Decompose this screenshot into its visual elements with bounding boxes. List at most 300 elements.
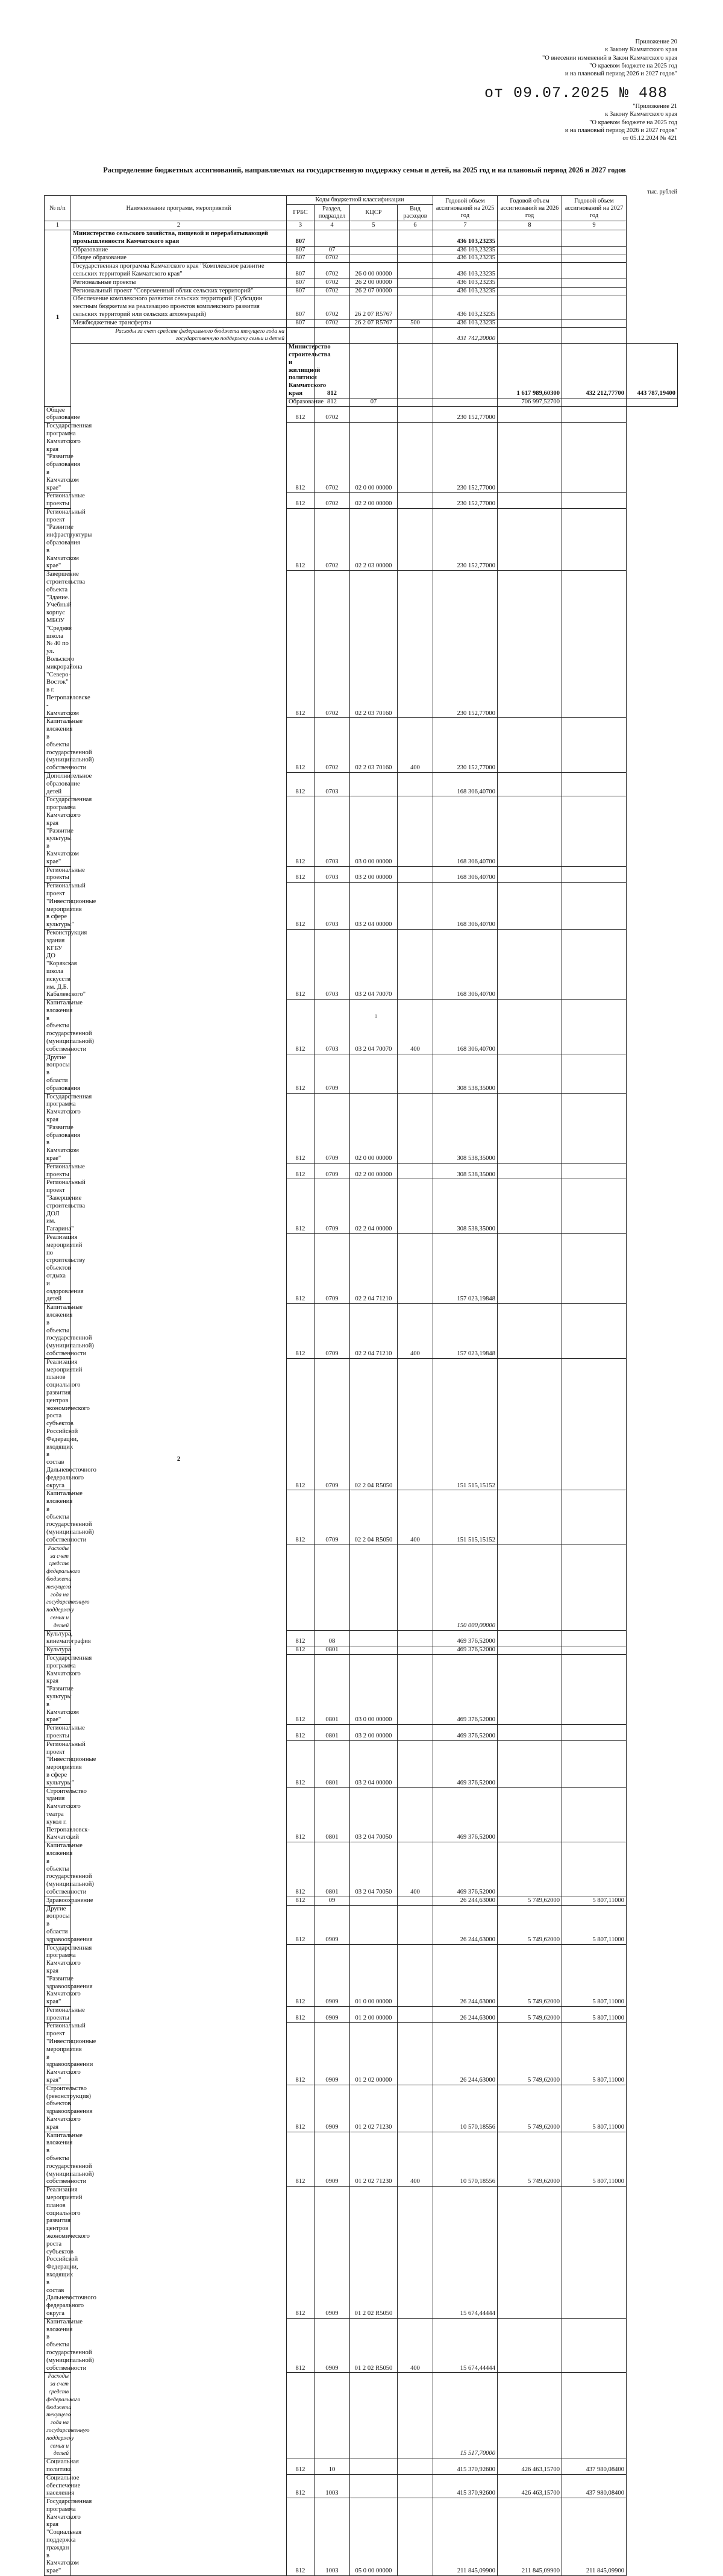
amount-2026-cell — [498, 1490, 562, 1545]
grbs-cell: 812 — [287, 1490, 315, 1545]
amount-2026-cell — [498, 1545, 562, 1630]
program-name-cell: Государственная программа Камчатского края "Развитие образования в Камчатском крае" — [45, 1093, 71, 1163]
razdel-cell: 0801 — [315, 1842, 350, 1897]
grbs-cell: 812 — [287, 866, 315, 883]
kcsr-cell — [350, 772, 398, 796]
razdel-cell: 0702 — [315, 718, 350, 773]
amount-2025-cell: 436 103,23235 — [433, 263, 498, 279]
amount-2026-cell — [562, 398, 627, 406]
razdel-cell: 0702 — [315, 571, 350, 718]
program-name-cell: Расходы за счет средств федерального бюджета текущего года на государственную поддержку семьи и детей — [45, 1545, 71, 1630]
vid-cell — [398, 1179, 433, 1234]
grbs-cell: 812 — [287, 2023, 315, 2085]
amount-2027-cell: 437 980,08400 — [562, 2474, 627, 2498]
vid-cell — [398, 1054, 433, 1093]
grbs-cell: 812 — [287, 1655, 315, 1725]
kcsr-cell — [350, 1646, 398, 1655]
grbs-cell: 812 — [287, 1944, 315, 2006]
amount-2025-cell: 436 103,23235 — [433, 287, 498, 295]
razdel-cell: 0709 — [315, 1179, 350, 1234]
program-name-cell: Завершение строительства объекта "Здание. Учебный корпус МБОУ "Средняя школа № 40 по ул. Вольского микрорайона "Северо-Восток" в г. Петропавловске - Камчатском — [45, 571, 71, 718]
amount-2025-cell: 168 306,40700 — [433, 929, 498, 999]
amount-2027-cell — [562, 1179, 627, 1234]
razdel-cell: 0801 — [315, 1655, 350, 1725]
vid-cell — [398, 929, 433, 999]
amount-2027-cell — [562, 230, 627, 247]
column-number: 9 — [562, 221, 627, 230]
amount-2027-cell — [562, 1725, 627, 1741]
amount-2026-cell: 5 749,62000 — [498, 2085, 562, 2132]
vid-cell: 400 — [398, 1000, 433, 1054]
vid-cell: 400 — [398, 1842, 433, 1897]
table-row — [45, 254, 678, 263]
vid-cell — [398, 796, 433, 866]
amount-2026-cell: 5 749,62000 — [498, 2132, 562, 2187]
amount-2027-cell — [562, 718, 627, 773]
page-number: 1 — [375, 1013, 377, 1019]
vid-cell — [398, 2023, 433, 2085]
col-razdel-header: Раздел, подраздел — [315, 205, 350, 221]
amount-2025-cell: 157 023,19848 — [433, 1304, 498, 1359]
vid-cell — [398, 1234, 433, 1304]
grbs-cell: 812 — [287, 718, 315, 773]
amount-2027-cell — [562, 493, 627, 509]
amount-2026-cell: 5 749,62000 — [498, 2023, 562, 2085]
grbs-cell: 812 — [287, 1234, 315, 1304]
amount-2026-cell: 426 463,15700 — [498, 2458, 562, 2475]
vid-cell — [398, 1787, 433, 1842]
program-name-cell: Региональные проекты — [45, 866, 71, 883]
vid-cell — [398, 883, 433, 930]
vid-cell — [398, 2187, 433, 2319]
razdel-cell: 0702 — [315, 406, 350, 423]
amount-2026-cell: 5 749,62000 — [498, 1897, 562, 1905]
amount-2027-cell — [562, 2187, 627, 2319]
col-vid-header: Вид расходов — [398, 205, 433, 221]
razdel-cell: 0702 — [315, 263, 350, 279]
vid-cell — [398, 2006, 433, 2023]
grbs-cell — [287, 327, 315, 344]
vid-cell: 500 — [398, 319, 433, 327]
grbs-cell: 812 — [287, 571, 315, 718]
appendix-header-current — [542, 38, 677, 78]
grbs-cell: 807 — [287, 230, 315, 247]
program-name-cell: Другие вопросы в области образования — [45, 1054, 71, 1093]
amount-2027-cell — [562, 327, 627, 344]
amount-2026-cell — [498, 493, 562, 509]
amount-2026-cell — [498, 1093, 562, 1163]
vid-cell — [398, 1163, 433, 1179]
razdel-cell: 0801 — [315, 1787, 350, 1842]
amount-2025-cell: 469 376,52000 — [433, 1630, 498, 1646]
razdel-cell: 0909 — [315, 2187, 350, 2319]
grbs-cell: 812 — [287, 508, 315, 570]
program-name-cell: Реконструкция здания КГБУ ДО "Корякская школа искусств им. Д.Б. Кабалевского" — [45, 929, 71, 999]
razdel-cell: 0909 — [315, 2006, 350, 2023]
kcsr-cell: 02 0 00 00000 — [350, 1093, 398, 1163]
amount-2027-cell — [562, 279, 627, 287]
grbs-cell: 807 — [287, 279, 315, 287]
amount-2025-cell: 15 674,44444 — [433, 2187, 498, 2319]
razdel-cell — [315, 327, 350, 344]
col-codes-header: Коды бюджетной классификации — [287, 196, 433, 205]
razdel-cell — [315, 2373, 350, 2458]
amount-2025-cell: 469 376,52000 — [433, 1646, 498, 1655]
razdel-cell: 0801 — [315, 1646, 350, 1655]
kcsr-cell: 01 2 02 00000 — [350, 2023, 398, 2085]
grbs-cell: 807 — [287, 246, 315, 254]
column-number: 5 — [350, 221, 398, 230]
amount-2026-cell — [498, 1163, 562, 1179]
amount-2027-cell — [562, 1234, 627, 1304]
amount-2025-cell: 168 306,40700 — [433, 866, 498, 883]
grbs-cell: 812 — [287, 493, 315, 509]
kcsr-cell: 02 2 04 00000 — [350, 1179, 398, 1234]
razdel-cell: 0702 — [315, 319, 350, 327]
amount-2025-cell: 436 103,23235 — [433, 230, 498, 247]
amount-2025-cell: 308 538,35000 — [433, 1054, 498, 1093]
amount-2025-cell: 26 244,63000 — [433, 2006, 498, 2023]
grbs-cell: 812 — [287, 423, 315, 493]
kcsr-cell — [350, 1545, 398, 1630]
razdel-cell: 0703 — [315, 772, 350, 796]
amount-2027-cell — [562, 1054, 627, 1093]
amount-2026-cell — [498, 1725, 562, 1741]
amount-2027-cell — [562, 246, 627, 254]
col-grbs-header: ГРБС — [287, 205, 315, 221]
amount-2025-cell: 150 000,00000 — [433, 1545, 498, 1630]
amount-2025-cell: 26 244,63000 — [433, 1944, 498, 2006]
amount-2025-cell: 230 152,77000 — [433, 423, 498, 493]
amount-2026-cell — [498, 508, 562, 570]
vid-cell — [398, 2498, 433, 2576]
grbs-cell: 807 — [287, 319, 315, 327]
kcsr-cell — [350, 2373, 398, 2458]
vid-cell — [398, 263, 433, 279]
grbs-cell — [287, 2373, 315, 2458]
table-body — [45, 230, 678, 2576]
razdel-cell: 0702 — [315, 508, 350, 570]
razdel-cell: 07 — [315, 246, 350, 254]
kcsr-cell: 02 2 04 71210 — [350, 1234, 398, 1304]
kcsr-cell: 02 2 00 00000 — [350, 1163, 398, 1179]
col-name-header: Наименование программ, мероприятий — [71, 196, 287, 221]
column-number: 1 — [45, 221, 71, 230]
program-name-cell: Обеспечение комплексного развития сельских территорий (Субсидии местным бюджетам на реализацию проектов комплексного развития сельских территорий или сельских агломераций) — [71, 295, 287, 319]
razdel-cell: 07 — [350, 398, 398, 406]
amount-2027-cell — [562, 796, 627, 866]
col-2025-header: Годовой объем ассигнований на 2025 год — [433, 196, 498, 221]
razdel-cell: 0709 — [315, 1093, 350, 1163]
amount-2027-cell — [562, 406, 627, 423]
column-number-row — [45, 221, 678, 230]
amount-2026-cell — [498, 1304, 562, 1359]
column-number: 8 — [498, 221, 562, 230]
amount-2025-cell: 157 023,19848 — [433, 1234, 498, 1304]
vid-cell — [398, 2474, 433, 2498]
program-name-cell: Государственная программа Камчатского края "Развитие образования в Камчатском крае" — [45, 423, 71, 493]
kcsr-cell: 03 2 04 70050 — [350, 1842, 398, 1897]
razdel-cell: 0703 — [315, 1000, 350, 1054]
grbs-cell: 812 — [287, 2006, 315, 2023]
kcsr-cell: 02 2 03 70160 — [350, 718, 398, 773]
program-name-cell: Образование — [287, 398, 315, 406]
amount-2026-cell — [498, 406, 562, 423]
amount-2027-cell — [562, 1630, 627, 1646]
grbs-cell: 812 — [287, 1725, 315, 1741]
razdel-cell: 0801 — [315, 1740, 350, 1787]
federal-funds-row — [45, 327, 678, 344]
razdel-cell: 10 — [315, 2458, 350, 2475]
column-number: 2 — [71, 221, 287, 230]
razdel-cell: 0709 — [315, 1163, 350, 1179]
program-name-cell: Региональные проекты — [45, 1163, 71, 1179]
vid-cell — [398, 772, 433, 796]
vid-cell — [398, 1545, 433, 1630]
razdel-cell: 0709 — [315, 1054, 350, 1093]
table-header — [45, 196, 678, 230]
razdel-cell: 0702 — [315, 287, 350, 295]
amount-2026-cell — [498, 423, 562, 493]
program-name-cell: Дополнительное образование детей — [45, 772, 71, 796]
amount-2027-cell: 211 845,09900 — [562, 2498, 627, 2576]
amount-2027-cell — [562, 423, 627, 493]
kcsr-cell: 03 2 04 70070 — [350, 929, 398, 999]
razdel-cell: 0909 — [315, 2023, 350, 2085]
program-name-cell: Государственная программа Камчатского края "Развитие культуры в Камчатском крае" — [45, 1655, 71, 1725]
amount-2027-cell — [562, 287, 627, 295]
razdel-cell: 0702 — [315, 423, 350, 493]
header-line: и на плановый период 2026 и 2027 годов" — [565, 71, 677, 78]
amount-2025-cell: 230 152,77000 — [433, 571, 498, 718]
vid-cell — [433, 344, 498, 398]
kcsr-cell — [350, 1630, 398, 1646]
column-number: 6 — [398, 221, 433, 230]
amount-2026-cell — [498, 263, 562, 279]
grbs-cell: 812 — [287, 2132, 315, 2187]
kcsr-cell — [350, 1897, 398, 1905]
amount-2025-cell: 168 306,40700 — [433, 883, 498, 930]
ministry-row — [45, 344, 678, 398]
amount-2025-cell: 168 306,40700 — [433, 1000, 498, 1054]
grbs-cell: 807 — [287, 254, 315, 263]
amount-2025-cell: 706 997,52700 — [498, 398, 562, 406]
program-name-cell: Реализация мероприятий по строительству объектов отдыха и оздоровления детей — [45, 1234, 71, 1304]
header-line: "Приложение 21 — [633, 103, 677, 110]
razdel-cell: 0703 — [315, 796, 350, 866]
grbs-cell: 812 — [287, 1179, 315, 1234]
amount-2027-cell — [562, 1655, 627, 1725]
grbs-cell: 807 — [287, 287, 315, 295]
amount-2025-cell: 436 103,23235 — [433, 319, 498, 327]
vid-cell — [398, 254, 433, 263]
kcsr-cell: 03 2 00 00000 — [350, 1725, 398, 1741]
kcsr-cell: 03 2 04 70070 — [350, 1000, 398, 1054]
header-line: Приложение 20 — [635, 39, 677, 45]
amount-2025-cell: 415 370,92600 — [433, 2474, 498, 2498]
amount-2025-cell: 469 376,52000 — [433, 1725, 498, 1741]
table-row — [45, 295, 678, 319]
grbs-cell: 812 — [315, 344, 350, 398]
program-name-cell: Капитальные вложения в объекты государственной (муниципальной) собственности — [45, 1842, 71, 1897]
amount-2027-cell — [562, 2373, 627, 2458]
razdel-cell: 0709 — [315, 1490, 350, 1545]
kcsr-cell — [398, 398, 433, 406]
program-name-cell: Строительство здания Камчатского театра кукол г. Петропавловск-Камчатский — [45, 1787, 71, 1842]
program-name-cell: Реализация мероприятий планов социального развития центров экономического роста субъектов Российской Федерации, входящих в состав Дальневосточного федерального округа — [45, 1358, 71, 1490]
amount-2026-cell — [498, 254, 562, 263]
amount-2025-cell: 230 152,77000 — [433, 493, 498, 509]
program-name-cell: Здравоохранение — [45, 1897, 71, 1905]
grbs-cell: 812 — [287, 1905, 315, 1944]
amount-2026-cell — [498, 2373, 562, 2458]
amount-2027-cell: 5 807,11000 — [562, 1897, 627, 1905]
header-line: к Закону Камчатского края — [605, 46, 677, 54]
kcsr-cell: 01 2 00 00000 — [350, 2006, 398, 2023]
kcsr-cell: 26 2 07 R5767 — [350, 319, 398, 327]
amount-2026-cell — [498, 279, 562, 287]
program-name-cell: Культура, кинематография — [45, 1630, 71, 1646]
kcsr-cell: 02 2 00 00000 — [350, 493, 398, 509]
program-name-cell: Капитальные вложения в объекты государственной (муниципальной) собственности — [45, 1000, 71, 1054]
grbs-cell: 812 — [287, 1163, 315, 1179]
col-2027-header: Годовой объем ассигнований на 2027 год — [562, 196, 627, 221]
kcsr-cell: 02 2 03 70160 — [350, 571, 398, 718]
header-line: "О краевом бюджете на 2025 год — [589, 119, 677, 126]
amount-2027-cell — [562, 295, 627, 319]
amount-2025-cell: 469 376,52000 — [433, 1655, 498, 1725]
kcsr-cell: 01 2 02 R5050 — [350, 2318, 398, 2373]
program-name-cell: Региональный проект "Современный облик сельских территорий" — [71, 287, 287, 295]
vid-cell — [398, 327, 433, 344]
amount-2027-cell: 5 807,11000 — [562, 1944, 627, 2006]
amount-2027-cell — [562, 319, 627, 327]
program-name-cell: Региональные проекты — [45, 493, 71, 509]
vid-cell — [398, 406, 433, 423]
col-kcsr-header: КЦСР — [350, 205, 398, 221]
grbs-cell: 812 — [287, 2318, 315, 2373]
kcsr-cell — [350, 230, 398, 247]
kcsr-cell: 01 2 02 71230 — [350, 2085, 398, 2132]
vid-cell — [398, 287, 433, 295]
grbs-cell: 812 — [287, 2474, 315, 2498]
program-name-cell: Министерство строительства и жилищной политики Камчатского края — [287, 344, 315, 398]
column-number: 3 — [287, 221, 315, 230]
grbs-cell: 812 — [287, 1897, 315, 1905]
amount-2026-cell — [498, 929, 562, 999]
header-line: к Закону Камчатского края — [605, 111, 677, 118]
amount-2027-cell — [562, 1545, 627, 1630]
program-name-cell: Расходы за счет средств федерального бюджета текущего года на государственную поддержку семьи и детей — [45, 2373, 71, 2458]
vid-cell — [398, 1905, 433, 1944]
table-row — [45, 287, 678, 295]
kcsr-cell — [350, 254, 398, 263]
grbs-cell: 812 — [287, 1304, 315, 1359]
grbs-cell: 812 — [287, 2187, 315, 2319]
vid-cell — [398, 1646, 433, 1655]
table-row — [45, 246, 678, 254]
razdel-cell: 0702 — [315, 493, 350, 509]
amount-2026-cell — [498, 246, 562, 254]
program-name-cell: Реализация мероприятий планов социального развития центров экономического роста субъектов Российской Федерации, входящих в состав Дальневосточного федерального округа — [45, 2187, 71, 2319]
program-name-cell: Другие вопросы в области здравоохранения — [45, 1905, 71, 1944]
amount-2025-cell: 26 244,63000 — [433, 1905, 498, 1944]
amount-2027-cell: 437 980,08400 — [562, 2458, 627, 2475]
amount-2026-cell — [498, 2318, 562, 2373]
column-number: 4 — [315, 221, 350, 230]
kcsr-cell — [398, 344, 433, 398]
program-name-cell: Социальное обеспечение населения — [45, 2474, 71, 2498]
razdel-cell: 0909 — [315, 1944, 350, 2006]
program-name-cell: Министерство сельского хозяйства, пищевой и перерабатывающей промышленности Камчатского края — [71, 230, 287, 247]
amount-2026-cell — [498, 287, 562, 295]
vid-cell — [398, 2085, 433, 2132]
amount-2026-cell — [498, 772, 562, 796]
amount-2026-cell — [498, 1630, 562, 1646]
vid-cell: 400 — [398, 1490, 433, 1545]
amount-2025-cell: 1 617 989,60300 — [498, 344, 562, 398]
razdel-cell: 0702 — [315, 279, 350, 287]
kcsr-cell: 01 2 02 R5050 — [350, 2187, 398, 2319]
amount-2026-cell — [498, 1234, 562, 1304]
program-name-cell: Капитальные вложения в объекты государственной (муниципальной) собственности — [45, 2132, 71, 2187]
program-name-cell: Капитальные вложения в объекты государственной (муниципальной) собственности — [45, 1304, 71, 1359]
amount-2025-cell: 469 376,52000 — [433, 1740, 498, 1787]
kcsr-cell: 03 0 00 00000 — [350, 796, 398, 866]
amount-2027-cell: 5 807,11000 — [562, 1905, 627, 1944]
amount-2025-cell: 168 306,40700 — [433, 796, 498, 866]
program-name-cell: Государственная программа Камчатского края "Развитие культуры в Камчатском крае" — [45, 796, 71, 866]
amount-2026-cell — [498, 883, 562, 930]
vid-cell — [398, 246, 433, 254]
vid-cell — [398, 1725, 433, 1741]
header-line: и на плановый период 2026 и 2027 годов" — [565, 127, 677, 134]
amount-2026-cell — [498, 1655, 562, 1725]
amount-2027-cell: 5 807,11000 — [562, 2085, 627, 2132]
amount-2027-cell — [627, 398, 678, 406]
amount-2025-cell: 151 515,15152 — [433, 1490, 498, 1545]
kcsr-cell: 02 2 04 R5050 — [350, 1358, 398, 1490]
kcsr-cell: 02 2 03 00000 — [350, 508, 398, 570]
amount-2026-cell: 5 749,62000 — [498, 1944, 562, 2006]
razdel-cell: 0703 — [315, 866, 350, 883]
vid-cell — [398, 493, 433, 509]
amount-2025-cell: 436 103,23235 — [433, 246, 498, 254]
amount-2027-cell — [562, 866, 627, 883]
amount-2026-cell: 432 212,77700 — [562, 344, 627, 398]
document-title: Распределение бюджетных ассигнований, направляемых на государственную поддержку семьи и детей, на 2025 год и на плановый период 2026 и 2027 годов — [103, 166, 626, 174]
vid-cell — [398, 1630, 433, 1646]
razdel-cell: 08 — [315, 1630, 350, 1646]
kcsr-cell: 03 2 00 00000 — [350, 866, 398, 883]
kcsr-cell: 03 2 04 00000 — [350, 883, 398, 930]
amount-2027-cell — [562, 883, 627, 930]
razdel-cell: 0801 — [315, 1725, 350, 1741]
amount-2026-cell — [498, 319, 562, 327]
kcsr-cell: 01 2 02 71230 — [350, 2132, 398, 2187]
amount-2025-cell: 230 152,77000 — [433, 718, 498, 773]
amount-2026-cell — [498, 571, 562, 718]
vid-cell — [398, 1093, 433, 1163]
grbs-cell: 812 — [287, 772, 315, 796]
grbs-cell: 812 — [315, 398, 350, 406]
amount-2027-cell — [562, 1787, 627, 1842]
amount-2025-cell: 415 370,92600 — [433, 2458, 498, 2475]
vid-cell: 400 — [398, 2132, 433, 2187]
kcsr-cell: 05 0 00 00000 — [350, 2498, 398, 2576]
program-name-cell: Капитальные вложения в объекты государственной (муниципальной) собственности — [45, 718, 71, 773]
razdel-cell: 0703 — [315, 929, 350, 999]
